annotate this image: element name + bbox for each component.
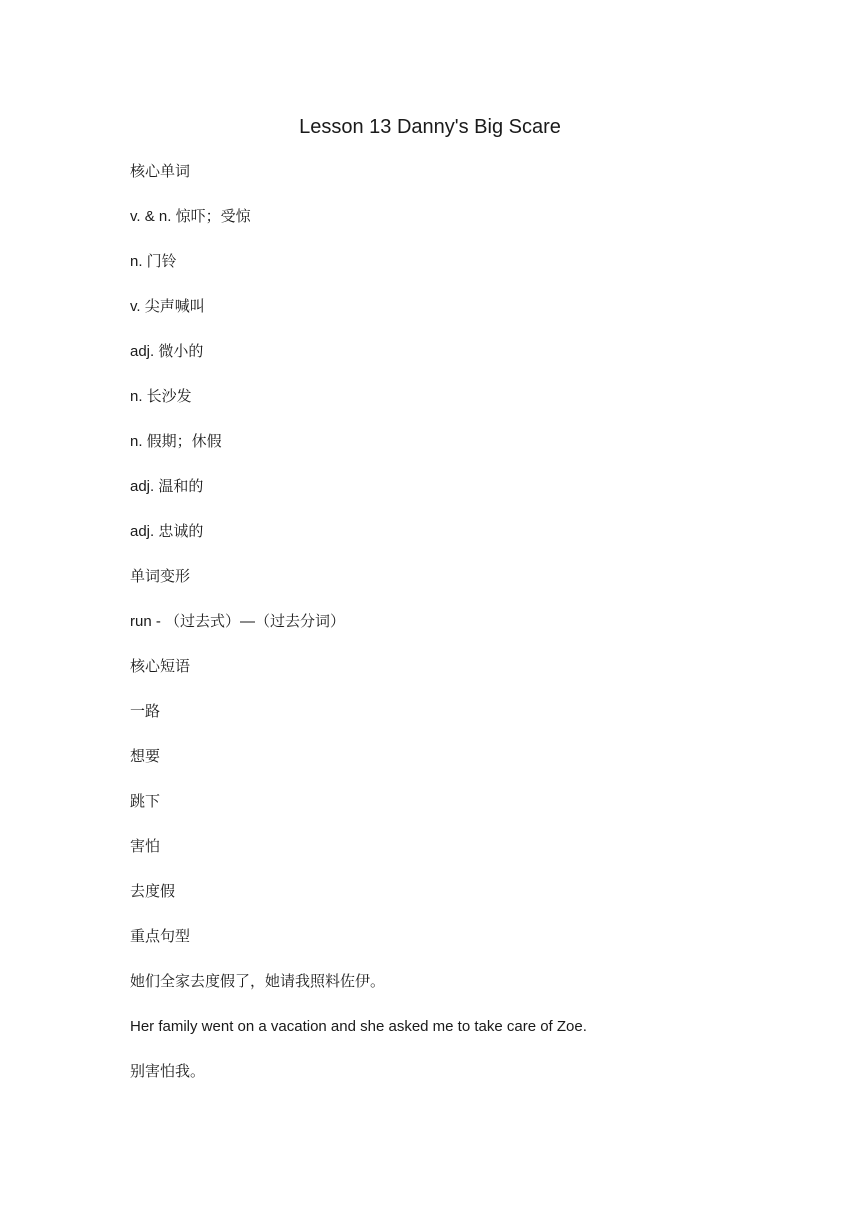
section-heading-word-forms: 单词变形 xyxy=(130,568,191,585)
section-heading-core-words: 核心单词 xyxy=(130,163,191,180)
phrase-line: 去度假 xyxy=(130,883,176,900)
word-form-line: run - （过去式）—（过去分词） xyxy=(130,613,346,630)
vocab-line: adj. 温和的 xyxy=(130,478,204,495)
vocab-line: n. 假期；休假 xyxy=(130,433,222,450)
vocab-line: adj. 忠诚的 xyxy=(130,523,204,540)
sentence-line: 别害怕我。 xyxy=(130,1063,206,1080)
vocab-line: n. 长沙发 xyxy=(130,388,192,405)
phrase-line: 跳下 xyxy=(130,793,161,810)
phrase-line: 想要 xyxy=(130,748,161,765)
phrase-line: 害怕 xyxy=(130,838,161,855)
vocab-line: n. 门铃 xyxy=(130,253,177,270)
sentence-line: 她们全家去度假了，她请我照料佐伊。 xyxy=(130,973,386,990)
section-heading-key-sentences: 重点句型 xyxy=(130,928,191,945)
vocab-line: adj. 微小的 xyxy=(130,343,204,360)
content-lines xyxy=(130,160,750,1105)
section-heading-core-phrases: 核心短语 xyxy=(130,658,191,675)
phrase-line: 一路 xyxy=(130,703,161,720)
vocab-line: v. & n. 惊吓；受惊 xyxy=(130,208,251,225)
sentence-line: Her family went on a vacation and she asked me to take care of Zoe. xyxy=(130,1018,587,1035)
vocab-line: v. 尖声喊叫 xyxy=(130,298,205,315)
lesson-title: Lesson 13 Danny's Big Scare xyxy=(299,116,561,138)
